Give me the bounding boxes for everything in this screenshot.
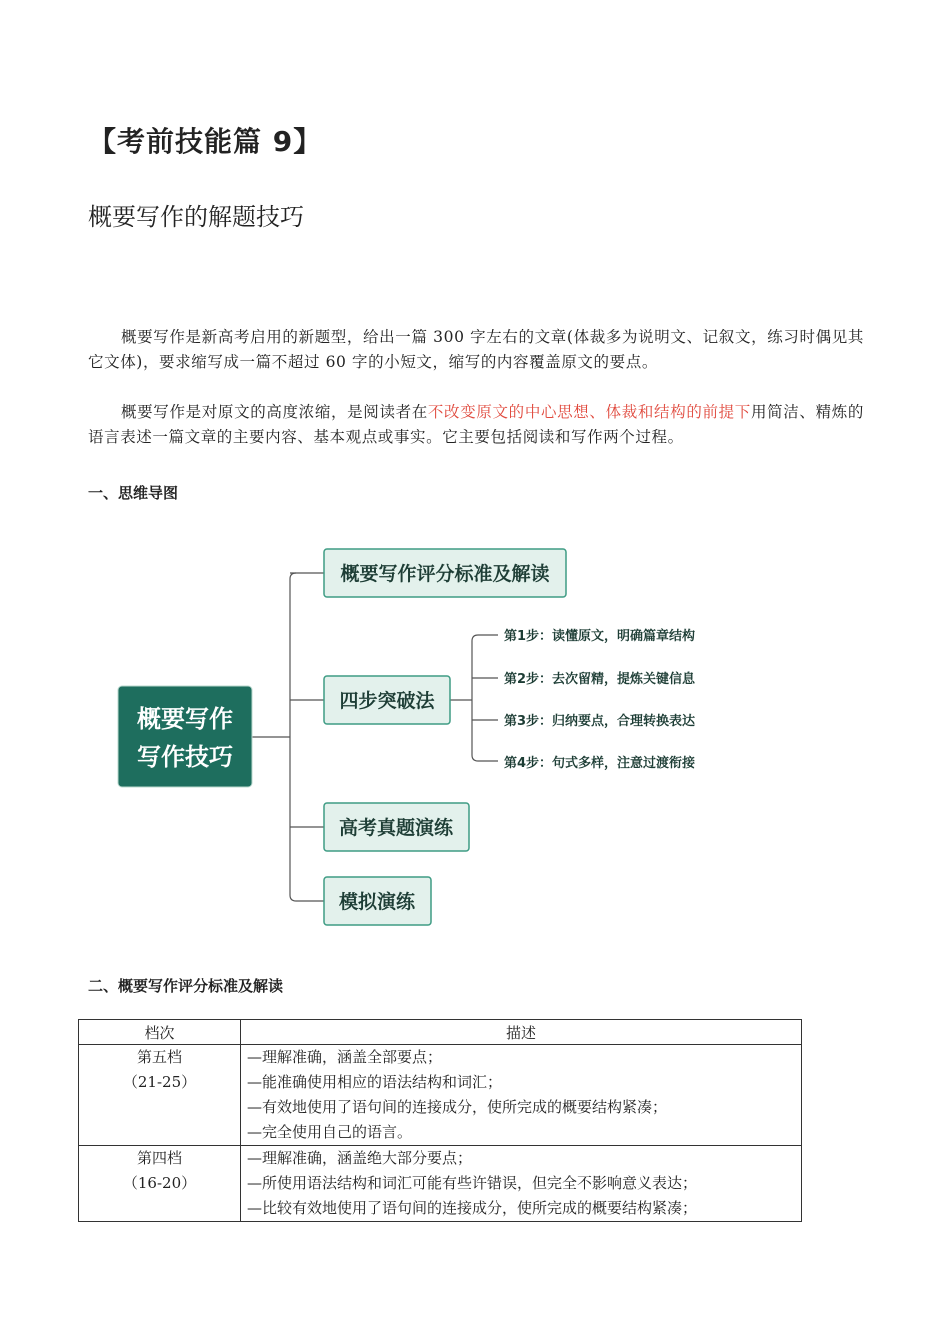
mindmap-root-label-1: 概要写作 [137, 705, 233, 733]
table-cell-level [79, 1045, 241, 1146]
table-header-description: 描述 [241, 1020, 802, 1045]
description-line: —完全使用自己的语言。 [247, 1123, 413, 1141]
table-row [79, 1146, 802, 1222]
mindmap-step-label-4: 第4步：句式多样，注意过渡衔接 [504, 756, 696, 771]
table-cell-description [241, 1146, 802, 1222]
mindmap-branch-label-4: 模拟演练 [338, 891, 416, 913]
page-title: 【考前技能篇 9】 [88, 125, 323, 158]
table-cell-level [79, 1146, 241, 1222]
mindmap-step-label-1: 第1步：读懂原文，明确篇章结构 [504, 629, 696, 644]
mindmap-branch-trunk [290, 573, 324, 901]
mindmap-step-trunk [472, 635, 498, 761]
mindmap-branch-label-3: 高考真题演练 [338, 817, 454, 839]
description-line: —所使用语法结构和词汇可能有些许错误，但完全不影响意义表达； [247, 1174, 698, 1192]
section-heading-mindmap: 一、思维导图 [88, 484, 179, 502]
mindmap-root-label-2: 写作技巧 [137, 743, 233, 771]
mindmap-step-label-2: 第2步：去次留精，提炼关键信息 [504, 672, 696, 687]
mindmap-step-label-3: 第3步：归纳要点，合理转换表达 [504, 714, 696, 729]
intro-p2-before: 概要写作是对原文的高度浓缩，是阅读者在 [121, 402, 428, 421]
level-name: 第四档 [136, 1149, 182, 1167]
mindmap-branch-label-2: 四步突破法 [339, 690, 435, 712]
description-line: —比较有效地使用了语句间的连接成分，使所完成的概要结构紧凑； [247, 1199, 698, 1217]
description-line: —有效地使用了语句间的连接成分，使所完成的概要结构紧凑； [247, 1098, 668, 1116]
scoring-table [78, 1019, 802, 1222]
table-header-level: 档次 [79, 1020, 241, 1045]
level-name: 第五档 [136, 1048, 182, 1066]
table-row [79, 1045, 802, 1146]
level-range: （21-25） [122, 1073, 197, 1091]
section-heading-scoring: 二、概要写作评分标准及解读 [88, 977, 284, 995]
mindmap-root-node [118, 686, 252, 787]
intro-paragraph-2 [88, 400, 864, 450]
mindmap-branch-label-1: 概要写作评分标准及解读 [340, 563, 550, 585]
description-line: —理解准确，涵盖全部要点； [247, 1048, 443, 1066]
intro-paragraph-1: 概要写作是新高考启用的新题型，给出一篇 300 字左右的文章(体裁多为说明文、记叙文，练习时偶见其它文体)，要求缩写成一篇不超过 60 字的小短文，缩写的内容覆盖原文的要点。 [88, 327, 864, 371]
intro-p2-after: 用简洁、精炼的语言表述一篇文章的主要内容、基本观点或事实。它主要包括阅读和写作两个过程。 [88, 402, 864, 446]
description-line: —能准确使用相应的语法结构和词汇； [247, 1073, 503, 1091]
page-subtitle: 概要写作的解题技巧 [88, 203, 304, 231]
level-range: （16-20） [122, 1174, 197, 1192]
table-header-row [79, 1020, 802, 1045]
description-line: —理解准确，涵盖绝大部分要点； [247, 1149, 473, 1167]
table-cell-description [241, 1045, 802, 1146]
intro-p2-highlight: 不改变原文的中心思想、体裁和结构的前提下 [427, 402, 751, 421]
mind-map [110, 540, 750, 940]
